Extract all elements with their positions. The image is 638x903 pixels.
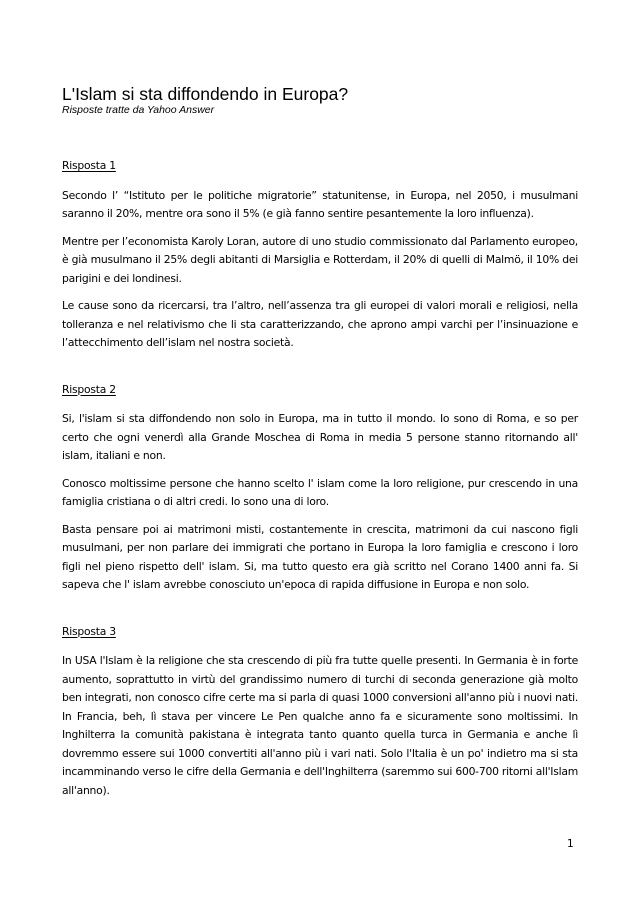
paragraph: Conosco moltissime persone che hanno scelto l' islam come la loro religione, pur crescendo in una famiglia cristiana o di altri credi. Io sono una di loro. [62,476,578,508]
document-subtitle: Risposte tratte da Yahoo Answer [62,104,215,116]
page-number: 1 [567,838,574,850]
answer-heading-1: Risposta 1 [62,159,116,172]
answer-section-2 [62,381,578,595]
paragraph: Mentre per l’economista Karoly Loran, autore di uno studio commissionato dal Parlamento europeo, è già musulmano il 25% degli abitanti di Marsiglia e Rotterdam, il 20% di quelli di Malmö, il 10% dei parigini e dei londinesi. [62,234,578,285]
document-title: L'Islam si sta diffondendo in Europa? [62,84,349,104]
answer-heading-3: Risposta 3 [62,624,116,638]
answer-heading-2: Risposta 2 [62,382,116,396]
paragraph: Secondo l’ “Istituto per le politiche migratorie” statunitense, in Europa, nel 2050, i musulmani saranno il 20%, mentre ora sono il 5% (e già fanno sentire pesantemente la loro influenza). [62,188,578,220]
document-body [62,157,578,809]
paragraph: Si, l'islam si sta diffondendo non solo in Europa, ma in tutto il mondo. Io sono di Roma, e so per certo che ogni venerdì alla Grande Moschea di Roma in media 5 persone stanno ritornando all' islam, italiani e non. [62,412,578,462]
paragraph: Le cause sono da ricercarsi, tra l’altro, nell’assenza tra gli europei di valori morali e religiosi, nella tolleranza e nel relativismo che li sta caratterizzando, che aprono ampi varchi per l’insinuazione e l’attecchimento dell’islam nel nostra società. [62,299,578,349]
paragraph: In USA l'Islam è la religione che sta crescendo di più fra tutte quelle presenti. In Germania è in forte aumento, soprattutto in virtù del grandissimo numero di turchi di seconda generazione già molto ben integrati, non conosco cifre certe ma si parla di quasi 1000 conversioni all'anno più i nuovi nati. In Francia, beh, lì stava per vincere Le Pen qualche anno fa e sicuramente sono moltissimi. In Inghilterra la comunità pakistana è integrata tanto quanto quella turca in Germania e anche lì dovremmo essere sui 1000 convertiti all'anno più i vari nati. Solo l'Italia è un po' indietro ma si sta incamminando verso le cifre della Germania e dell'Inghilterra (saremmo sui 600-700 ritorni all'Islam all'anno). [62,654,578,797]
answer-section-1 [62,157,578,353]
paragraph: Basta pensare poi ai matrimoni misti, costantemente in crescita, matrimoni da cui nascono figli musulmani, per non parlare dei immigrati che portano in Europa la loro famiglia e crescono i loro figli nel pieno rispetto dell' islam. Si, ma tutto questo era già scritto nel Corano 1400 anni fa. Si sapeva che l' islam avrebbe conosciuto un'epoca di rapida diffusione in Europa e non solo. [62,522,578,591]
answer-section-3 [62,623,578,801]
